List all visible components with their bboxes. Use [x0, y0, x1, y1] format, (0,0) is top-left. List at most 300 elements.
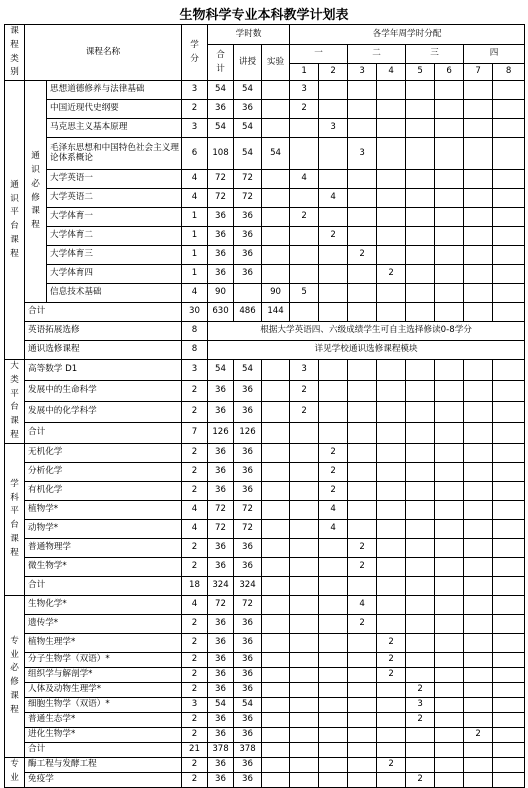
header-semester-4: 4 [377, 64, 406, 81]
course-lecture-hours: 36 [234, 682, 262, 697]
semester-7-hours [464, 595, 493, 614]
course-name: 分子生物学（双语）* [25, 652, 182, 667]
header-semester-5: 5 [406, 64, 435, 81]
semester-7-hours [464, 227, 493, 246]
semester-5-hours: 2 [406, 682, 435, 697]
semester-6-hours [435, 100, 464, 119]
semester-1-hours [290, 633, 319, 652]
semester-1-hours [290, 265, 319, 284]
course-name: 大学英语二 [47, 189, 182, 208]
semester-3-hours [348, 652, 377, 667]
semester-1-hours: 2 [290, 208, 319, 227]
course-name: 细胞生物学（双语）* [25, 697, 182, 712]
course-name: 中国近现代史纲要 [47, 100, 182, 119]
semester-4-hours [377, 519, 406, 538]
semester-4-hours [377, 727, 406, 742]
course-lecture-hours: 36 [234, 443, 262, 462]
semester-5-hours: 2 [406, 712, 435, 727]
course-total-hours: 54 [208, 697, 234, 712]
semester-2-hours [319, 170, 348, 189]
semester-8-hours [493, 138, 525, 170]
header-year-2: 二 [348, 45, 406, 64]
semester-5-hours [406, 208, 435, 227]
course-total-hours: 54 [208, 119, 234, 138]
semester-1-hours: 2 [290, 100, 319, 119]
course-total-hours: 36 [208, 246, 234, 265]
subtotal-row [5, 303, 525, 322]
course-name: 有机化学 [25, 481, 182, 500]
semester-6-hours [435, 538, 464, 557]
semester-1-hours [290, 246, 319, 265]
course-total-hours: 54 [208, 360, 234, 381]
course-credit: 2 [182, 462, 208, 481]
header-semester-3: 3 [348, 64, 377, 81]
course-row [5, 462, 525, 481]
semester-6-hours [435, 189, 464, 208]
semester-4-hours [377, 227, 406, 246]
semester-4-hours: 2 [377, 265, 406, 284]
elective-name: 英语拓展选修 [25, 322, 182, 341]
semester-6-hours [435, 576, 464, 595]
course-lecture-hours: 54 [234, 360, 262, 381]
semester-1-hours [290, 189, 319, 208]
semester-8-hours [493, 652, 525, 667]
course-lab-hours [262, 360, 290, 381]
semester-4-hours [377, 422, 406, 443]
semester-2-hours [319, 100, 348, 119]
semester-1-hours [290, 595, 319, 614]
semester-6-hours [435, 500, 464, 519]
semester-8-hours [493, 682, 525, 697]
course-lab-hours [262, 119, 290, 138]
semester-4-hours [377, 697, 406, 712]
course-credit: 4 [182, 189, 208, 208]
subtotal-label: 合计 [25, 422, 182, 443]
course-name: 高等数学 D1 [25, 360, 182, 381]
semester-2-hours: 2 [319, 227, 348, 246]
semester-1-hours [290, 303, 319, 322]
semester-8-hours [493, 208, 525, 227]
semester-4-hours [377, 742, 406, 757]
course-name: 发展中的化学科学 [25, 401, 182, 422]
semester-4-hours [377, 576, 406, 595]
course-row [5, 100, 525, 119]
course-lab-hours [262, 633, 290, 652]
semester-1-hours [290, 742, 319, 757]
header-lecture: 讲授 [234, 45, 262, 81]
header-semester-1: 1 [290, 64, 319, 81]
course-lab-hours [262, 401, 290, 422]
course-lecture-hours: 36 [234, 712, 262, 727]
course-row [5, 360, 525, 381]
semester-2-hours [319, 576, 348, 595]
course-total-hours: 36 [208, 667, 234, 682]
elective-note: 根据大学英语四、六级成绩学生可自主选择修读0-8学分 [208, 322, 525, 341]
semester-3-hours [348, 208, 377, 227]
subtotal-label: 合计 [25, 576, 182, 595]
semester-8-hours [493, 614, 525, 633]
semester-2-hours [319, 712, 348, 727]
semester-1-hours [290, 614, 319, 633]
semester-7-hours [464, 652, 493, 667]
course-name: 马克思主义基本原理 [47, 119, 182, 138]
semester-7-hours [464, 138, 493, 170]
semester-5-hours [406, 422, 435, 443]
course-name: 大学体育一 [47, 208, 182, 227]
semester-5-hours [406, 138, 435, 170]
semester-7-hours [464, 742, 493, 757]
semester-3-hours [348, 462, 377, 481]
semester-2-hours [319, 742, 348, 757]
course-row [5, 652, 525, 667]
semester-3-hours [348, 667, 377, 682]
semester-6-hours [435, 422, 464, 443]
subtotal-row [5, 742, 525, 757]
semester-8-hours [493, 422, 525, 443]
semester-5-hours [406, 100, 435, 119]
semester-5-hours [406, 189, 435, 208]
page-title: 生物科学专业本科教学计划表 [179, 8, 349, 23]
course-row [5, 189, 525, 208]
course-total-hours: 36 [208, 538, 234, 557]
semester-2-hours [319, 697, 348, 712]
course-total-hours: 36 [208, 557, 234, 576]
semester-3-hours [348, 81, 377, 100]
elective-credit: 8 [182, 341, 208, 360]
semester-7-hours [464, 481, 493, 500]
semester-4-hours [377, 538, 406, 557]
semester-4-hours [377, 462, 406, 481]
course-lecture-hours: 36 [234, 380, 262, 401]
semester-6-hours [435, 519, 464, 538]
semester-5-hours [406, 265, 435, 284]
course-lecture-hours: 36 [234, 727, 262, 742]
semester-8-hours [493, 519, 525, 538]
course-lab-hours: 54 [262, 138, 290, 170]
semester-1-hours [290, 576, 319, 595]
semester-6-hours [435, 712, 464, 727]
course-row [5, 519, 525, 538]
semester-3-hours [348, 380, 377, 401]
semester-7-hours [464, 633, 493, 652]
course-lab-hours [262, 170, 290, 189]
semester-8-hours [493, 360, 525, 381]
semester-8-hours [493, 119, 525, 138]
semester-3-hours [348, 697, 377, 712]
course-lab-hours [262, 697, 290, 712]
semester-1-hours [290, 519, 319, 538]
semester-7-hours [464, 360, 493, 381]
subtotal-total-hours: 630 [208, 303, 234, 322]
semester-2-hours [319, 614, 348, 633]
semester-8-hours [493, 500, 525, 519]
subcategory-label: 通识必修课程 [25, 81, 47, 303]
semester-2-hours [319, 595, 348, 614]
course-lecture-hours: 36 [234, 614, 262, 633]
semester-6-hours [435, 284, 464, 303]
semester-5-hours [406, 284, 435, 303]
semester-5-hours [406, 227, 435, 246]
header-year-3: 三 [406, 45, 464, 64]
semester-4-hours: 2 [377, 757, 406, 772]
course-row [5, 380, 525, 401]
course-lecture-hours: 72 [234, 519, 262, 538]
course-row [5, 712, 525, 727]
semester-1-hours [290, 667, 319, 682]
semester-4-hours [377, 284, 406, 303]
semester-8-hours [493, 633, 525, 652]
course-total-hours: 36 [208, 380, 234, 401]
semester-8-hours [493, 462, 525, 481]
semester-5-hours [406, 481, 435, 500]
semester-5-hours [406, 633, 435, 652]
semester-5-hours [406, 119, 435, 138]
course-row [5, 227, 525, 246]
semester-6-hours [435, 772, 464, 787]
header-weekly-distribution: 各学年周学时分配 [290, 25, 525, 45]
semester-6-hours [435, 303, 464, 322]
semester-2-hours: 2 [319, 481, 348, 500]
semester-3-hours [348, 170, 377, 189]
semester-5-hours [406, 401, 435, 422]
course-lab-hours [262, 557, 290, 576]
semester-6-hours [435, 757, 464, 772]
semester-2-hours [319, 538, 348, 557]
semester-2-hours [319, 208, 348, 227]
semester-6-hours [435, 652, 464, 667]
semester-2-hours [319, 303, 348, 322]
semester-4-hours [377, 303, 406, 322]
course-credit: 2 [182, 538, 208, 557]
course-name: 人体及动物生理学* [25, 682, 182, 697]
semester-8-hours [493, 481, 525, 500]
semester-7-hours [464, 557, 493, 576]
semester-1-hours [290, 557, 319, 576]
course-name: 毛泽东思想和中国特色社会主义理论体系概论 [47, 138, 182, 170]
semester-5-hours [406, 519, 435, 538]
semester-3-hours [348, 576, 377, 595]
course-credit: 2 [182, 443, 208, 462]
course-credit: 6 [182, 138, 208, 170]
course-name: 思想道德修养与法律基础 [47, 81, 182, 100]
course-credit: 2 [182, 614, 208, 633]
header-semester-2: 2 [319, 64, 348, 81]
semester-8-hours [493, 712, 525, 727]
course-lecture-hours: 36 [234, 667, 262, 682]
elective-name: 通识选修课程 [25, 341, 182, 360]
semester-7-hours [464, 538, 493, 557]
semester-2-hours: 2 [319, 443, 348, 462]
subtotal-lab-hours [262, 576, 290, 595]
semester-6-hours [435, 246, 464, 265]
semester-2-hours [319, 138, 348, 170]
course-total-hours: 72 [208, 519, 234, 538]
course-lecture-hours: 54 [234, 697, 262, 712]
semester-3-hours [348, 772, 377, 787]
course-credit: 2 [182, 682, 208, 697]
semester-3-hours: 2 [348, 246, 377, 265]
semester-5-hours [406, 500, 435, 519]
semester-3-hours [348, 633, 377, 652]
semester-2-hours [319, 422, 348, 443]
course-credit: 2 [182, 727, 208, 742]
semester-2-hours [319, 667, 348, 682]
course-lecture-hours: 72 [234, 595, 262, 614]
semester-7-hours [464, 81, 493, 100]
semester-4-hours [377, 208, 406, 227]
semester-8-hours [493, 772, 525, 787]
semester-7-hours [464, 519, 493, 538]
semester-3-hours [348, 757, 377, 772]
course-lecture-hours: 36 [234, 481, 262, 500]
semester-8-hours [493, 401, 525, 422]
subtotal-lecture-hours: 126 [234, 422, 262, 443]
semester-1-hours [290, 462, 319, 481]
course-name: 大学体育四 [47, 265, 182, 284]
semester-8-hours [493, 757, 525, 772]
course-total-hours: 36 [208, 727, 234, 742]
semester-7-hours [464, 576, 493, 595]
semester-8-hours [493, 246, 525, 265]
semester-4-hours [377, 614, 406, 633]
course-lab-hours [262, 667, 290, 682]
course-lab-hours [262, 652, 290, 667]
semester-3-hours [348, 100, 377, 119]
course-lecture-hours: 54 [234, 138, 262, 170]
semester-3-hours: 4 [348, 595, 377, 614]
header-total: 合计 [208, 45, 234, 81]
semester-2-hours: 3 [319, 119, 348, 138]
course-lecture-hours: 72 [234, 189, 262, 208]
course-row [5, 481, 525, 500]
course-lab-hours [262, 246, 290, 265]
semester-4-hours [377, 380, 406, 401]
semester-8-hours [493, 557, 525, 576]
course-row [5, 757, 525, 772]
course-name: 分析化学 [25, 462, 182, 481]
subtotal-row [5, 576, 525, 595]
semester-4-hours [377, 443, 406, 462]
semester-2-hours [319, 682, 348, 697]
course-row [5, 443, 525, 462]
semester-5-hours [406, 557, 435, 576]
semester-5-hours [406, 380, 435, 401]
semester-1-hours [290, 652, 319, 667]
header-semester-6: 6 [435, 64, 464, 81]
course-row [5, 500, 525, 519]
course-total-hours: 36 [208, 757, 234, 772]
course-lab-hours [262, 443, 290, 462]
semester-7-hours [464, 246, 493, 265]
course-name: 普通生态学* [25, 712, 182, 727]
semester-5-hours [406, 538, 435, 557]
elective-row [5, 322, 525, 341]
subtotal-lecture-hours: 324 [234, 576, 262, 595]
course-row [5, 170, 525, 189]
course-credit: 1 [182, 265, 208, 284]
semester-8-hours [493, 576, 525, 595]
semester-5-hours [406, 443, 435, 462]
course-lecture-hours: 36 [234, 652, 262, 667]
course-lab-hours [262, 519, 290, 538]
semester-7-hours [464, 462, 493, 481]
semester-8-hours [493, 538, 525, 557]
course-lab-hours [262, 227, 290, 246]
course-row [5, 772, 525, 787]
semester-6-hours [435, 595, 464, 614]
semester-3-hours [348, 742, 377, 757]
course-total-hours: 36 [208, 462, 234, 481]
semester-7-hours [464, 401, 493, 422]
course-total-hours: 36 [208, 481, 234, 500]
course-name: 信息技术基础 [47, 284, 182, 303]
semester-8-hours [493, 380, 525, 401]
course-row [5, 557, 525, 576]
semester-2-hours: 2 [319, 462, 348, 481]
semester-6-hours [435, 481, 464, 500]
course-credit: 2 [182, 667, 208, 682]
semester-6-hours [435, 265, 464, 284]
semester-8-hours [493, 81, 525, 100]
course-credit: 4 [182, 284, 208, 303]
course-lab-hours [262, 727, 290, 742]
semester-5-hours [406, 727, 435, 742]
elective-note: 详见学校通识选修课程模块 [208, 341, 525, 360]
semester-2-hours [319, 284, 348, 303]
course-credit: 2 [182, 401, 208, 422]
semester-1-hours: 3 [290, 360, 319, 381]
subtotal-lecture-hours: 486 [234, 303, 262, 322]
course-lab-hours [262, 462, 290, 481]
semester-4-hours [377, 189, 406, 208]
course-total-hours: 36 [208, 443, 234, 462]
semester-8-hours [493, 303, 525, 322]
semester-7-hours [464, 614, 493, 633]
semester-1-hours [290, 772, 319, 787]
semester-6-hours [435, 667, 464, 682]
semester-1-hours [290, 712, 319, 727]
header-credit: 学分 [182, 25, 208, 81]
semester-1-hours [290, 138, 319, 170]
course-credit: 4 [182, 519, 208, 538]
semester-5-hours [406, 667, 435, 682]
semester-7-hours [464, 119, 493, 138]
course-lab-hours [262, 538, 290, 557]
semester-2-hours [319, 246, 348, 265]
semester-1-hours: 5 [290, 284, 319, 303]
semester-3-hours [348, 189, 377, 208]
semester-6-hours [435, 119, 464, 138]
course-name: 发展中的生命科学 [25, 380, 182, 401]
semester-3-hours: 2 [348, 614, 377, 633]
semester-4-hours [377, 100, 406, 119]
semester-2-hours [319, 557, 348, 576]
course-lecture-hours: 54 [234, 119, 262, 138]
course-row [5, 138, 525, 170]
semester-4-hours [377, 138, 406, 170]
semester-6-hours [435, 462, 464, 481]
subtotal-total-hours: 324 [208, 576, 234, 595]
semester-2-hours: 4 [319, 500, 348, 519]
course-total-hours: 36 [208, 614, 234, 633]
semester-1-hours [290, 682, 319, 697]
semester-4-hours [377, 119, 406, 138]
course-credit: 2 [182, 757, 208, 772]
semester-5-hours [406, 303, 435, 322]
semester-8-hours [493, 727, 525, 742]
subtotal-label: 合计 [25, 742, 182, 757]
semester-1-hours [290, 727, 319, 742]
